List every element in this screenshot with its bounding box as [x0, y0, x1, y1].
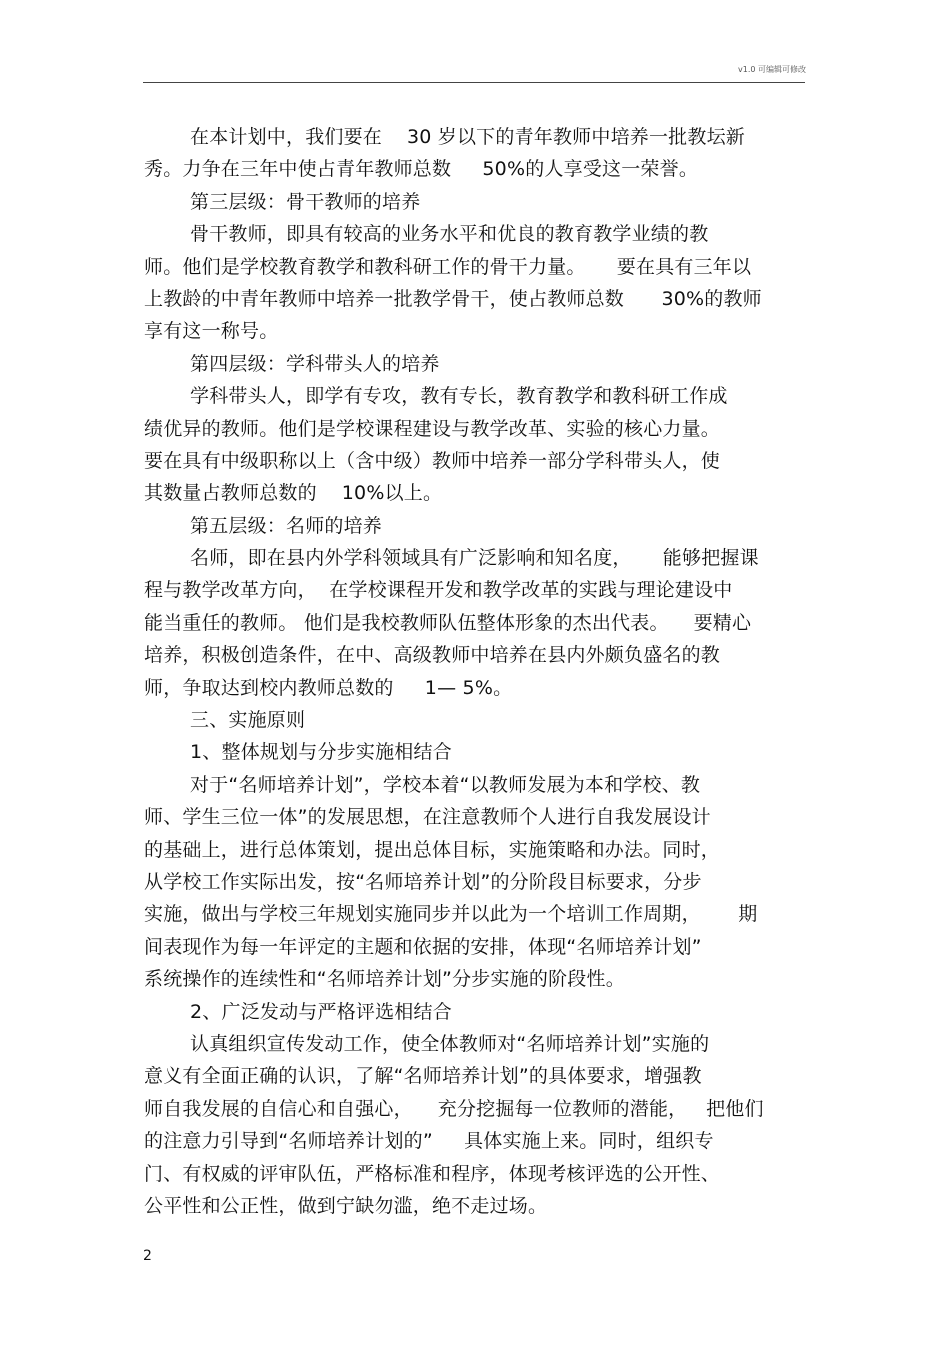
text-line: 从学校工作实际出发，按“名师培养计划”的分阶段目标要求，分步	[144, 870, 702, 893]
text-line: 师自我发展的自信心和自强心， 充分挖掘每一位教师的潜能， 把他们	[144, 1097, 764, 1120]
header-divider	[143, 82, 805, 83]
text-line: 的基础上，进行总体策划，提出总体目标，实施策略和办法。同时，	[144, 838, 721, 861]
text-line: 间表现作为每一年评定的主题和依据的安排，体现“名师培养计划”	[144, 935, 702, 958]
text-line: 上教龄的中青年教师中培养一批教学骨干，使占教师总数 30%的教师	[144, 287, 762, 310]
text-line: 第三层级：骨干教师的培养	[190, 190, 421, 213]
text-line: 要在具有中级职称以上（含中级）教师中培养一部分学科带头人，使	[144, 449, 721, 472]
text-line: 绩优异的教师。他们是学校课程建设与教学改革、实验的核心力量。	[144, 417, 721, 440]
text-line: 师、学生三位一体”的发展思想，在注意教师个人进行自我发展设计	[144, 806, 711, 829]
text-line: 学科带头人，即学有专攻，教有专长，教育教学和教科研工作成	[190, 385, 728, 408]
text-line: 意义有全面正确的认识，了解“名师培养计划”的具体要求，增强教	[144, 1065, 702, 1088]
text-line: 名师，即在县内外学科领域具有广泛影响和知名度， 能够把握课	[190, 547, 759, 570]
page-number: 2	[143, 1248, 152, 1264]
text-line: 能当重任的教师。 他们是我校教师队伍整体形象的杰出代表。 要精心	[144, 611, 752, 634]
text-line: 师。他们是学校教育教学和教科研工作的骨干力量。 要在具有三年以	[144, 255, 752, 278]
text-line: 享有这一称号。	[144, 320, 279, 343]
text-line: 骨干教师，即具有较高的业务水平和优良的教育教学业绩的教	[190, 223, 709, 246]
text-line: 门、有权威的评审队伍，严格标准和程序，体现考核评选的公开性、	[144, 1162, 721, 1185]
text-line: 第五层级：名师的培养	[190, 514, 383, 537]
text-line: 其数量占教师总数的 10%以上。	[144, 482, 443, 505]
text-line: 实施，做出与学校三年规划实施同步并以此为一个培训工作周期， 期	[144, 903, 758, 926]
text-line: 师，争取达到校内教师总数的 1— 5%。	[144, 676, 513, 699]
text-line: 秀。力争在三年中使占青年教师总数 50%的人享受这一荣誉。	[144, 158, 699, 181]
text-line: 公平性和公正性，做到宁缺勿滥，绝不走过场。	[144, 1194, 548, 1217]
text-line: 程与教学改革方向， 在学校课程开发和教学改革的实践与理论建设中	[144, 579, 733, 602]
text-line: 1、整体规划与分步实施相结合	[190, 741, 452, 764]
header-version-label: v1.0 可编辑可修改	[738, 65, 806, 74]
text-line: 在本计划中，我们要在 30 岁以下的青年教师中培养一批教坛新	[190, 126, 745, 148]
text-line: 培养，积极创造条件，在中、高级教师中培养在县内外颇负盛名的教	[144, 644, 721, 667]
text-line: 第四层级：学科带头人的培养	[190, 352, 440, 375]
text-line: 2、广泛发动与严格评选相结合	[190, 1000, 452, 1023]
text-line: 的注意力引导到“名师培养计划的” 具体实施上来。同时，组织专	[144, 1130, 714, 1153]
text-line: 三、实施原则	[190, 709, 306, 732]
text-line: 认真组织宣传发动工作，使全体教师对“名师培养计划”实施的	[190, 1032, 710, 1055]
document-body	[144, 121, 806, 1222]
text-line: 系统操作的连续性和“名师培养计划”分步实施的阶段性。	[144, 968, 625, 991]
text-line: 对于“名师培养计划”，学校本着“以教师发展为本和学校、教	[190, 773, 701, 796]
